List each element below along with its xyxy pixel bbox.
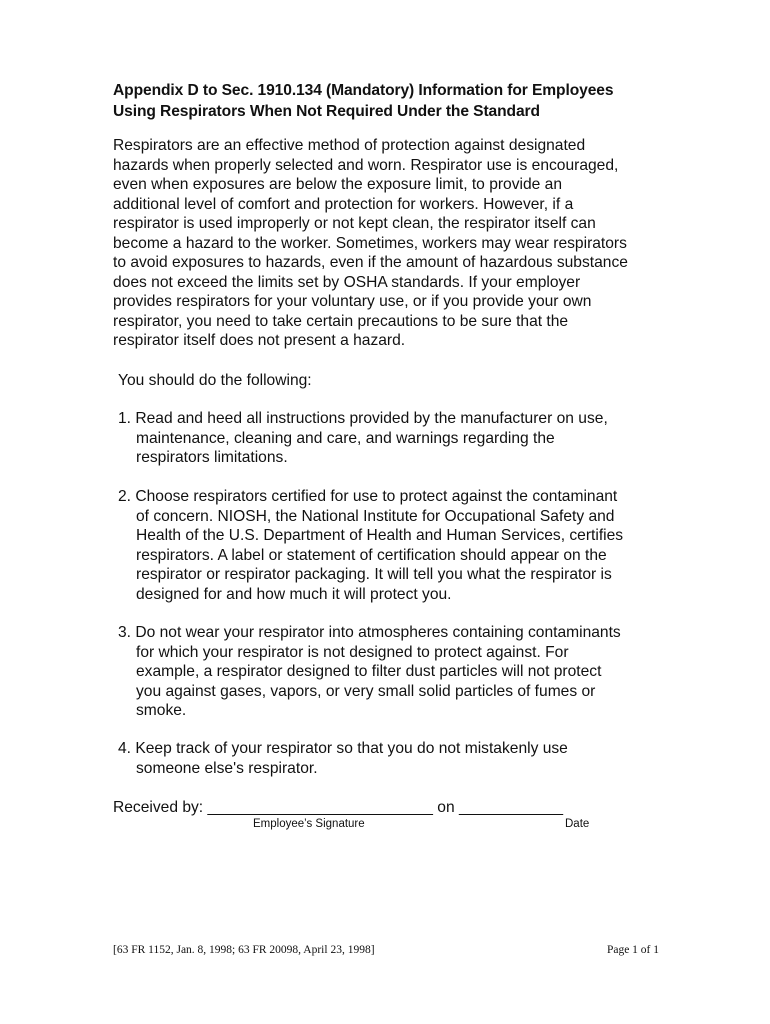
- item-line: Health of the U.S. Department of Health and Human Services, certifies: [136, 527, 624, 544]
- item-line: respirators. A label or statement of certification should appear on the: [136, 546, 607, 564]
- title-line: Using Respirators When Not Required Under the Standard: [113, 103, 540, 120]
- item-line: 2. Choose respirators certified for use to protect against the contaminant: [118, 488, 618, 505]
- instruction-item-4: [118, 739, 658, 778]
- intro-line: respirator is used improperly or not kept clean, the respirator itself can: [113, 215, 596, 232]
- instructions-lead: You should do the following:: [118, 372, 312, 389]
- title-line: Appendix D to Sec. 1910.134 (Mandatory) Information for Employees: [113, 82, 614, 99]
- item-line: maintenance, cleaning and care, and warnings regarding the: [136, 429, 555, 447]
- intro-line: additional level of comfort and protection for workers. However, if a: [113, 195, 574, 213]
- instruction-item-1: [118, 409, 658, 468]
- instruction-item-3: [118, 623, 658, 721]
- intro-line: respirator itself does not present a hazard.: [113, 332, 406, 349]
- item-line: you against gases, vapors, or very small solid particles of fumes or: [136, 682, 596, 700]
- intro-line: does not exceed the limits set by OSHA standards. If your employer: [113, 273, 581, 291]
- received-by-line: Received by: __________________________ on ____________: [113, 799, 564, 816]
- item-line: 3. Do not wear your respirator into atmospheres containing contaminants: [118, 624, 621, 641]
- intro-line: to avoid exposures to hazards, even if the amount of hazardous substance: [113, 254, 628, 271]
- intro-line: hazards when properly selected and worn. Respirator use is encouraged,: [113, 156, 619, 174]
- document-page: [113, 0, 658, 1024]
- footer-citation: [63 FR 1152, Jan. 8, 1998; 63 FR 20098, April 23, 1998]: [113, 944, 375, 956]
- item-line: example, a respirator designed to filter dust particles will not protect: [136, 663, 602, 680]
- intro-line: Respirators are an effective method of protection against designated: [113, 137, 586, 154]
- item-line: respirators limitations.: [136, 449, 288, 466]
- date-caption: Date: [565, 818, 590, 830]
- item-line: someone else's respirator.: [136, 759, 318, 777]
- item-line: respirator or respirator packaging. It will tell you what the respirator is: [136, 566, 612, 583]
- signature-caption: Employee’s Signature: [253, 818, 365, 830]
- item-line: smoke.: [136, 702, 187, 719]
- intro-line: respirator, you need to take certain precautions to be sure that the: [113, 312, 569, 330]
- intro-line: become a hazard to the worker. Sometimes, workers may wear respirators: [113, 234, 627, 252]
- document-title: [113, 80, 658, 122]
- item-line: 4. Keep track of your respirator so that you do not mistakenly use: [118, 740, 568, 757]
- intro-line: even when exposures are below the exposure limit, to provide an: [113, 176, 563, 193]
- instruction-item-2: [118, 487, 658, 604]
- intro-paragraph: [113, 136, 658, 351]
- item-line: designed for and how much it will protect you.: [136, 585, 452, 603]
- intro-line: provides respirators for your voluntary use, or if you provide your own: [113, 293, 592, 310]
- footer-page-number: Page 1 of 1: [606, 944, 659, 956]
- item-line: of concern. NIOSH, the National Institute for Occupational Safety and: [136, 507, 615, 525]
- item-line: for which your respirator is not designed to protect against. For: [136, 643, 569, 661]
- item-line: 1. Read and heed all instructions provided by the manufacturer on use,: [118, 410, 608, 427]
